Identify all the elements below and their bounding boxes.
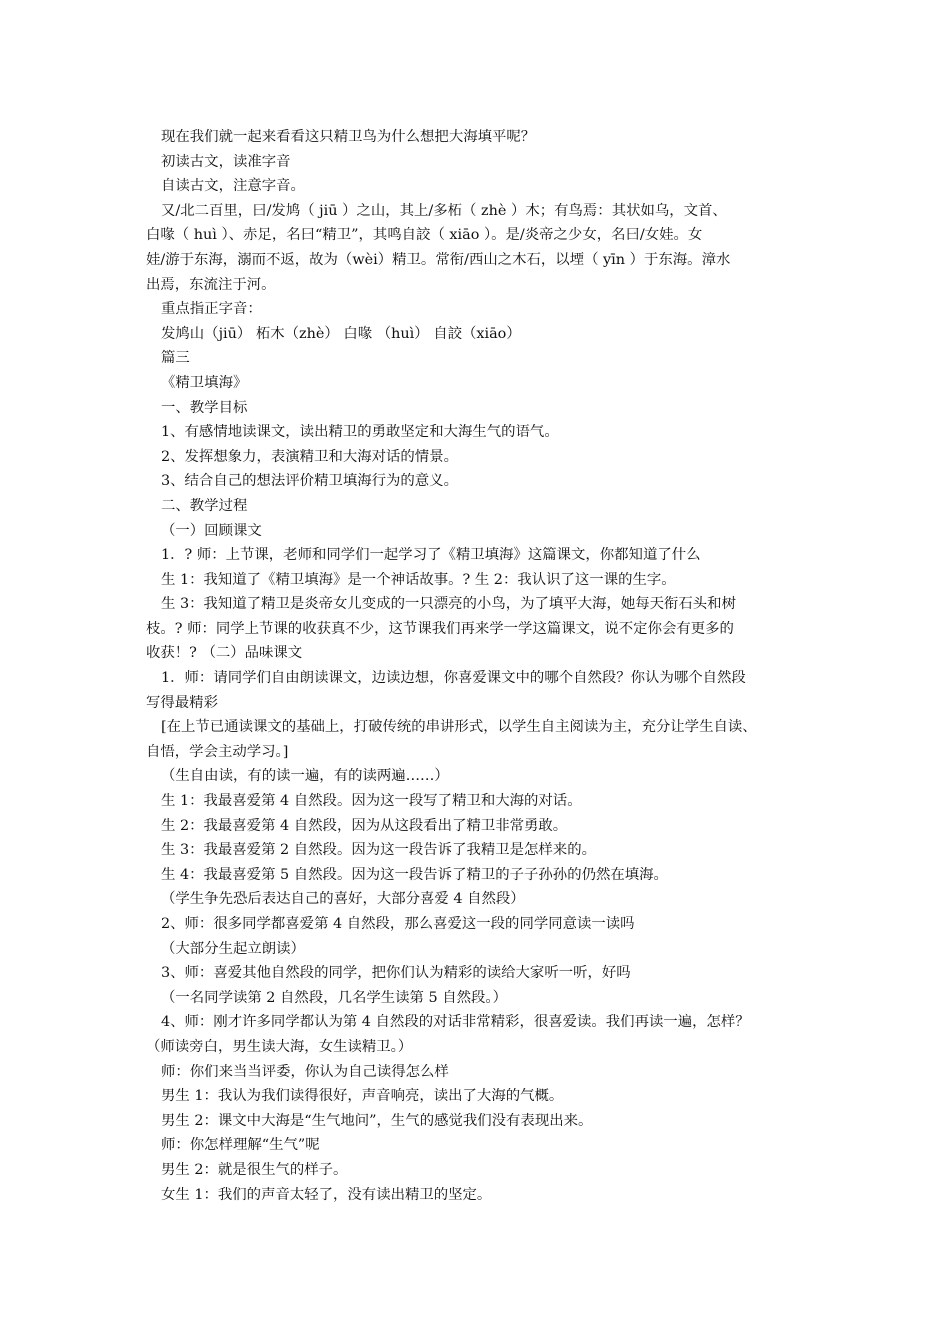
text-line: 一、教学目标 [161,399,248,416]
text-line: （生自由读，有的读一遍，有的读两遍……） [161,768,449,785]
text-line: 发鸠山（jiū） 柘木（zhè） 白喙 （huì） 自詨（xiāo） [161,325,521,342]
text-line: 二、教学过程 [161,497,248,514]
text-line: 白喙（ huì ）、赤足，名曰“精卫”，其鸣自詨（ xiāo ）。是/炎帝之少女，名曰/女娃。女 [146,227,703,244]
text-line: 1．? 师：上节课，老师和同学们一起学习了《精卫填海》这篇课文，你都知道了什么 [161,547,701,564]
text-line: 出焉，东流注于河。 [146,276,276,293]
text-line: 师：你们来当当评委，你认为自己读得怎么样 [161,1063,449,1080]
text-line: 4、师：刚才许多同学都认为第 4 自然段的对话非常精彩，很喜爱读。我们再读一遍，怎样？ [161,1014,750,1031]
text-line: 生 2：我最喜爱第 4 自然段，因为从这段看出了精卫非常勇敢。 [161,817,568,834]
text-line: 男生 2：课文中大海是“生气地问”，生气的感觉我们没有表现出来。 [161,1112,593,1129]
text-line: 男生 1：我认为我们读得很好，声音响亮，读出了大海的气概。 [161,1088,564,1105]
text-line: 1、有感情地读课文，读出精卫的勇敢坚定和大海生气的语气。 [161,424,559,441]
text-line: 生 1：我知道了《精卫填海》是一个神话故事。? 生 2：我认识了这一课的生字。 [161,571,676,588]
text-line: 自读古文，注意字音。 [161,178,305,195]
text-line: 篇三 [161,350,190,367]
text-line: （师读旁白，男生读大海，女生读精卫。） [146,1038,413,1055]
text-line: （一名同学读第 2 自然段，几名学生读第 5 自然段。） [161,989,508,1006]
text-line: 3、师：喜爱其他自然段的同学，把你们认为精彩的读给大家听一听，好吗 [161,965,631,982]
text-line: 初读古文，读准字音 [161,153,291,170]
text-line: 写得最精彩 [146,694,218,711]
text-line: 生 3：我最喜爱第 2 自然段。因为这一段告诉了我精卫是怎样来的。 [161,842,596,859]
text-line: 收获！? （二）品味课文 [146,645,303,662]
text-line: 现在我们就一起来看看这只精卫鸟为什么想把大海填平呢？ [161,129,536,145]
document-body [146,125,826,1207]
text-line: 2、发挥想象力，表演精卫和大海对话的情景。 [161,448,458,465]
text-line: 娃/游于东海，溺而不返，故为（wèi）精卫。常衔/西山之木石，以堙（ yīn ）于东海。漳水 [146,251,731,268]
text-line: 生 3：我知道了精卫是炎帝女儿变成的一只漂亮的小鸟，为了填平大海，她每天衔石头和树 [161,596,736,613]
text-line: 师：你怎样理解“生气”呢 [161,1137,320,1154]
text-line: 生 1：我最喜爱第 4 自然段。因为这一段写了精卫和大海的对话。 [161,793,582,810]
text-line: 枝。? 师：同学上节课的收获真不少，这节课我们再来学一学这篇课文，说不定你会有更多的 [146,620,734,637]
text-line: （一）回顾课文 [161,522,262,539]
text-line: 生 4：我最喜爱第 5 自然段。因为这一段告诉了精卫的子子孙孙的仍然在填海。 [161,866,668,883]
text-line: 又/北二百里，曰/发鸠（ jiū ）之山，其上/多柘（ zhè ）木；有鸟焉：其状如乌，文首、 [161,202,727,219]
text-line: 《精卫填海》 [161,374,248,391]
text-line: [在上节已通读课文的基础上，打破传统的串讲形式，以学生自主阅读为主，充分让学生自读、 [161,719,757,736]
text-line: 自悟，学会主动学习。] [146,743,289,760]
text-line: 3、结合自己的想法评价精卫填海行为的意义。 [161,473,458,490]
text-line: 1．师：请同学们自由朗读课文，边读边想，你喜爱课文中的哪个自然段？你认为哪个自然段 [161,670,746,687]
text-line: （学生争先恐后表达自己的喜好，大部分喜爱 4 自然段） [161,891,525,908]
text-line: 女生 1：我们的声音太轻了，没有读出精卫的坚定。 [161,1186,492,1203]
text-line: 2、师：很多同学都喜爱第 4 自然段，那么喜爱这一段的同学同意读一读吗 [161,916,635,932]
text-line: （大部分生起立朗读） [161,940,305,957]
text-line: 重点指正字音： [161,301,262,318]
text-line: 男生 2：就是很生气的样子。 [161,1161,348,1178]
